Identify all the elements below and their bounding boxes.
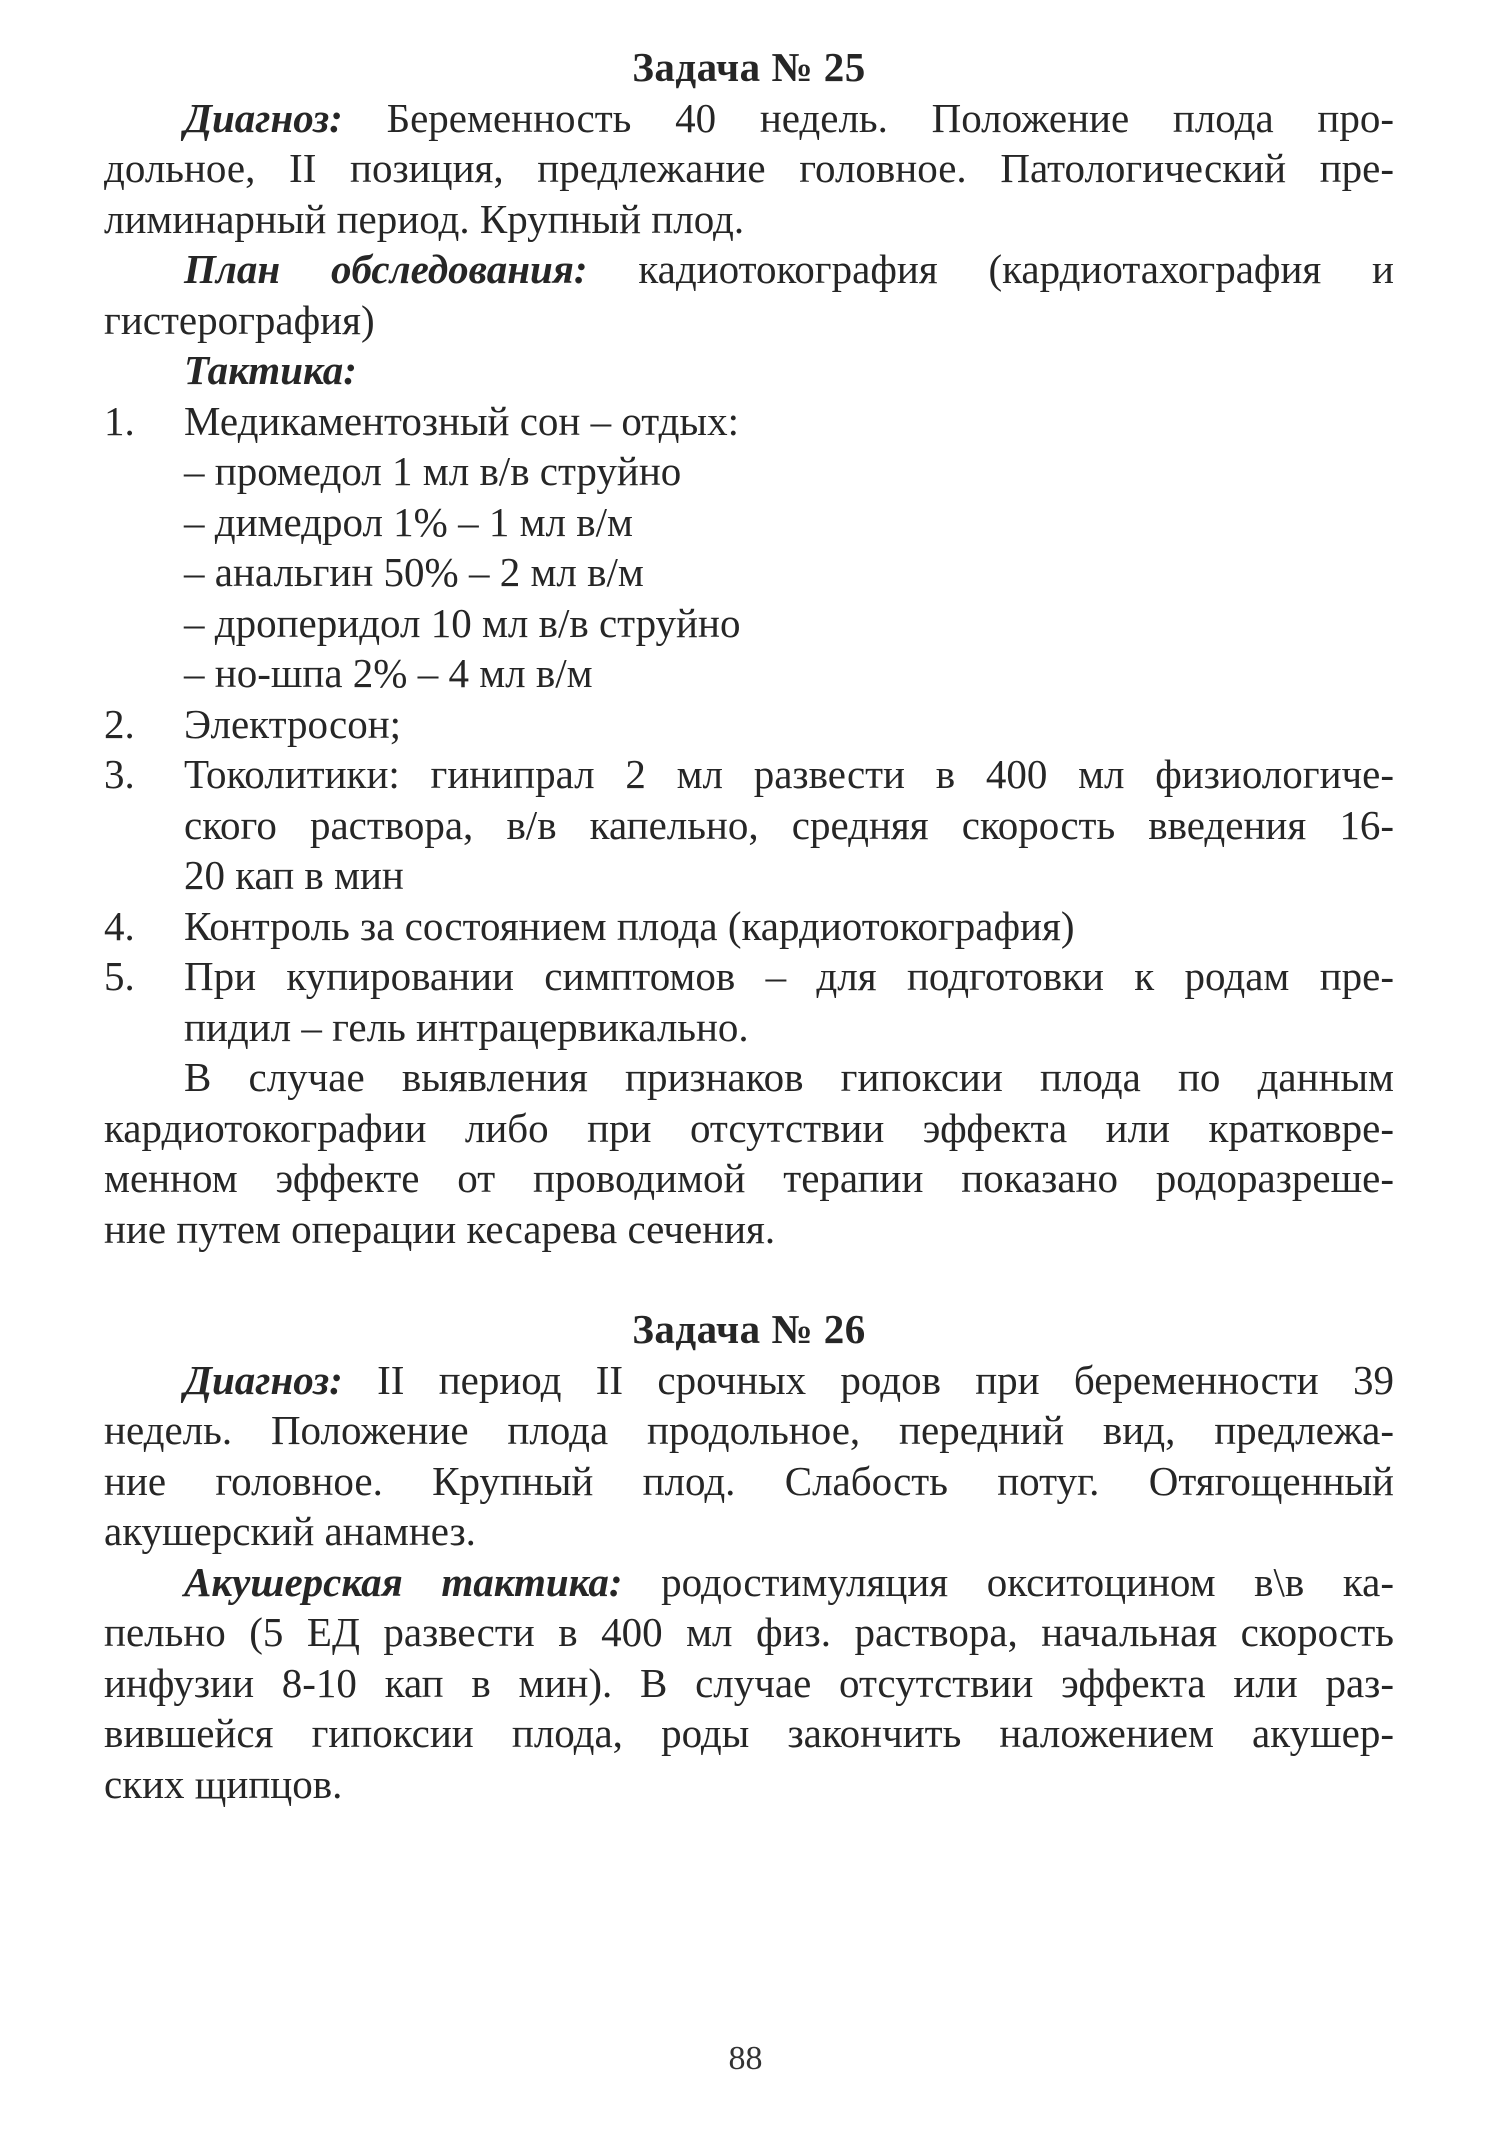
- diagnosis-line: Диагноз: II период II срочных родов при беременности 39: [184, 1356, 1395, 1403]
- tactics-label: Тактика:: [184, 347, 357, 393]
- obstetric-tactics-line: инфузии 8-10 кап в мин). В случае отсутствии эффекта или раз-: [104, 1659, 1394, 1706]
- obstetric-tactics-line: пельно (5 ЕД развести в 400 мл физ. раствора, начальная скорость: [104, 1609, 1394, 1655]
- task-26-obstetric-tactics: [104, 1557, 1394, 1810]
- item-number: 5.: [104, 953, 135, 999]
- item-number: 1.: [104, 397, 135, 444]
- item-number: 3.: [104, 751, 135, 797]
- dose-line: – дроперидол 10 мл в/в струйно: [184, 599, 741, 646]
- conclusion-line: менном эффекте от проводимой терапии показано родоразреше-: [104, 1155, 1394, 1201]
- conclusion-line: кардиотокографии либо при отсутствии эффекта или кратковре-: [104, 1104, 1394, 1151]
- diagnosis-line: Диагноз: Беременность 40 недель. Положение плода про-: [184, 94, 1395, 141]
- diagnosis-line: лиминарный период. Крупный плод.: [104, 195, 745, 242]
- dose-list: [184, 446, 1394, 699]
- tactics-item-1: [104, 396, 1394, 699]
- item-number: 4.: [104, 902, 135, 949]
- item-number: 2.: [104, 700, 135, 747]
- task-25-title: Задача № 25: [632, 44, 866, 90]
- tactics-item-3: [104, 749, 1394, 901]
- exam-plan-label: План обследования:: [184, 246, 588, 292]
- item-text: Электросон;: [184, 700, 402, 747]
- task-25-diagnosis: [104, 93, 1394, 245]
- task-25: [104, 42, 1394, 1254]
- task-26: [104, 1304, 1394, 1809]
- tactics-item-5: [104, 951, 1394, 1052]
- tactics-conclusion: [104, 1052, 1394, 1254]
- item-text: пидил – гель интрацервикально.: [184, 1003, 749, 1050]
- dose-line: – но-шпа 2% – 4 мл в/м: [184, 650, 593, 696]
- obstetric-tactics-label: Акушерская тактика:: [184, 1558, 623, 1605]
- tactics-item-4: [104, 901, 1394, 952]
- item-text: Медикаментозный сон – отдых:: [184, 397, 739, 444]
- diagnosis-label: Диагноз:: [184, 1356, 343, 1403]
- diagnosis-line: ние головное. Крупный плод. Слабость потуг. Отягощенный: [104, 1457, 1394, 1504]
- obstetric-tactics-line: вившейся гипоксии плода, роды закончить наложением акушер-: [104, 1710, 1394, 1756]
- item-text: При купировании симптомов – для подготовки к родам пре-: [184, 953, 1394, 999]
- item-text: Контроль за состоянием плода (кардиотокография): [184, 902, 1075, 949]
- exam-plan-line: План обследования: кадиотокография (кардиотахография и: [184, 246, 1394, 292]
- diagnosis-line: дольное, II позиция, предлежание головное. Патологический пре-: [104, 145, 1394, 191]
- conclusion-line: ние путем операции кесарева сечения.: [104, 1205, 776, 1252]
- task-26-title: Задача № 26: [632, 1306, 866, 1352]
- dose-line: – анальгин 50% – 2 мл в/м: [184, 549, 644, 595]
- diagnosis-line: акушерский анамнез.: [104, 1508, 476, 1554]
- task-25-tactics: [104, 345, 1394, 1254]
- document-page: [104, 42, 1394, 1809]
- diagnosis-line: недель. Положение плода продольное, передний вид, предлежа-: [104, 1407, 1394, 1453]
- obstetric-tactics-line: Акушерская тактика: родостимуляция окситоцином в\в ка-: [184, 1558, 1395, 1605]
- diagnosis-label: Диагноз:: [184, 94, 343, 141]
- tactics-item-2: [104, 699, 1394, 750]
- item-text: 20 кап в мин: [184, 852, 404, 898]
- dose-line: – промедол 1 мл в/в струйно: [184, 448, 682, 494]
- item-text: Токолитики: гинипрал 2 мл развести в 400 мл физиологиче-: [184, 751, 1394, 797]
- conclusion-line: В случае выявления признаков гипоксии плода по данным: [184, 1054, 1394, 1100]
- task-25-exam-plan: [104, 244, 1394, 345]
- page-number: 88: [728, 2040, 763, 2077]
- task-26-diagnosis: [104, 1355, 1394, 1557]
- obstetric-tactics-line: ских щипцов.: [104, 1760, 343, 1807]
- dose-line: – димедрол 1% – 1 мл в/м: [184, 498, 633, 545]
- item-text: ского раствора, в/в капельно, средняя скорость введения 16-: [184, 801, 1394, 848]
- tactics-list: [104, 396, 1394, 1053]
- exam-plan-line: гистерография): [104, 296, 375, 343]
